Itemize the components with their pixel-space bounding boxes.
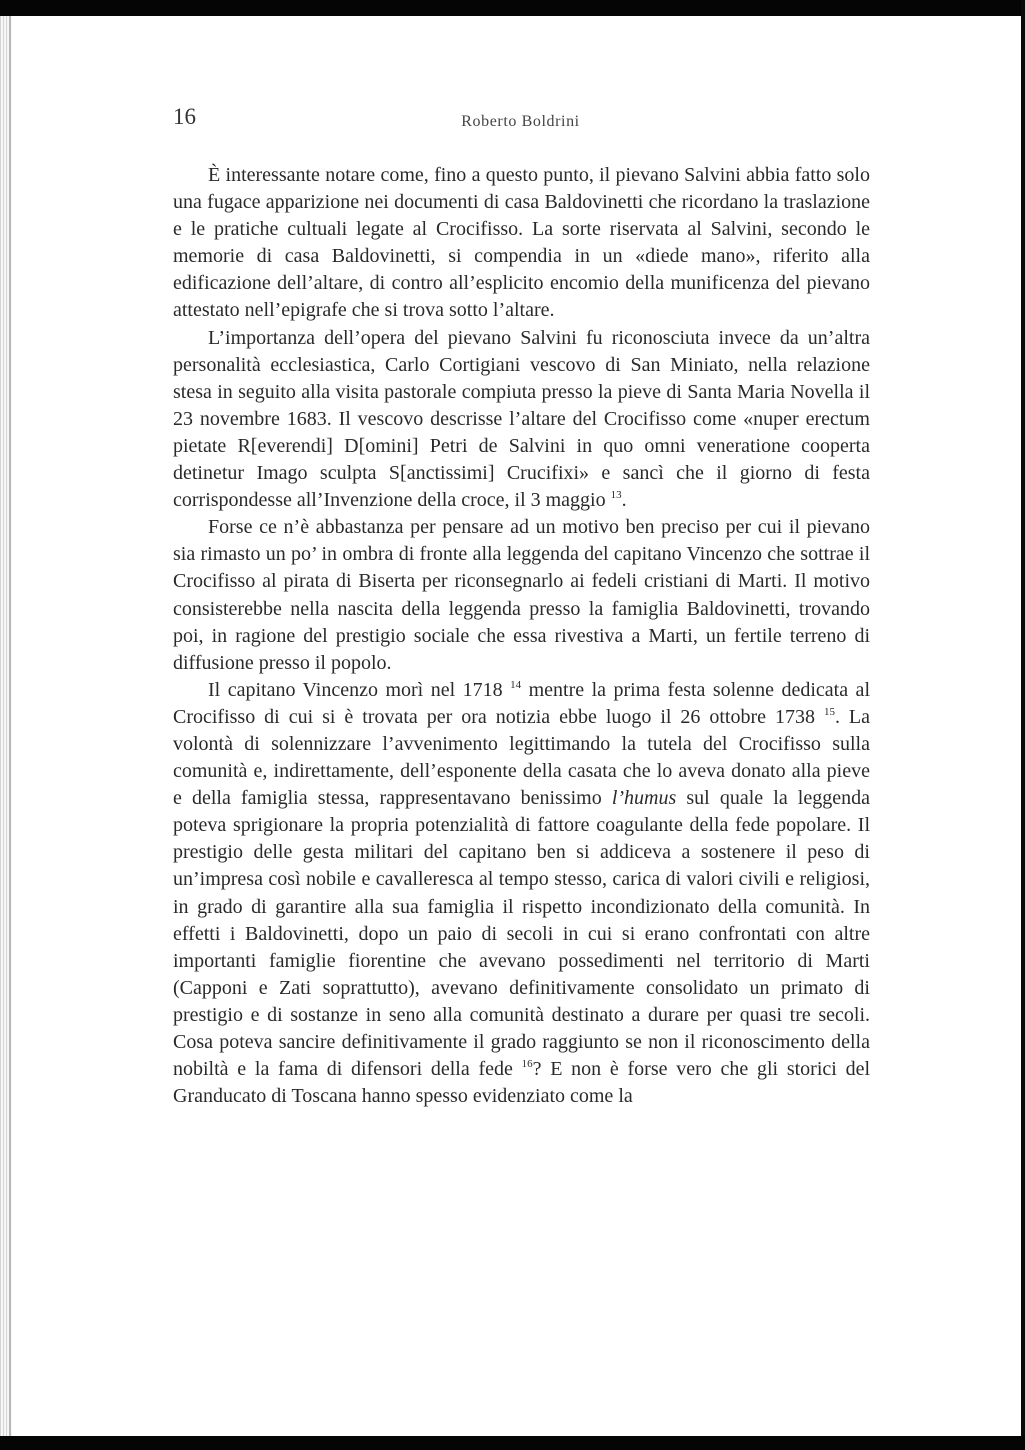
paragraph-4-part-5: ? E non è forse vero che gli storici del Granducato di Toscana hanno spesso evidenziato come la — [173, 1058, 870, 1108]
paragraph-2-text: L’importanza dell’opera del pievano Salvini fu riconosciuta invece da un’altra personalità ecclesiastica, Carlo Cortigiani vescovo di San Miniato, nella relazione stesa in seguito alla visita pastorale compiuta presso la pieve di Santa Maria Novella il 23 novembre 1683. Il vescovo descrisse l’altare del Crocifisso come «nuper erectum pietate R[everendi] D[omini] Petri de Salvini in quo omni veneratione cooperta detinetur Imago sculpta S[anctissimi] Crucifixi» e sancì che il giorno di festa corrispondesse all’Invenzione della croce, il 3 maggio — [173, 326, 870, 512]
paragraph-3: Forse ce n’è abbastanza per pensare ad un motivo ben preciso per cui il pievano sia rimasto un po’ in ombra di fronte alla leggenda del capitano Vincenzo che sottrae il Crocifisso al pirata di Biserta per riconsegnarlo ai fedeli cristiani di Marti. Il motivo consisterebbe nella nascita della leggenda presso la famiglia Baldovinetti, trovando poi, in ragione del prestigio sociale che essa rivestiva a Marti, un fertile terreno di diffusione presso il popolo. — [173, 516, 870, 674]
book-page-edges — [0, 16, 12, 1436]
paragraph-4-italic-humus: l’humus — [611, 787, 677, 810]
paragraph-2 — [173, 325, 870, 515]
running-head-author: Roberto Boldrini — [461, 113, 580, 130]
paragraph-4-part-3: . La volontà di solennizzare l’avvenimento legittimando la tutela del Crocifisso sulla comunità e, indirettamente, dell’esponente della casata che lo aveva donato alla pieve e della famiglia stessa, rappresentavano benissimo — [173, 705, 871, 810]
footnote-ref-15: 15 — [823, 705, 835, 718]
footnote-ref-13: 13 — [610, 489, 622, 502]
page-header — [173, 104, 868, 136]
paragraph-4-part-1: Il capitano Vincenzo morì nel 1718 — [208, 678, 503, 701]
paragraph-4-part-2: mentre la prima festa solenne dedicata al Crocifisso di cui si è trovata per ora notizia ebbe luogo il 26 ottobre 1738 — [173, 678, 870, 728]
footnote-ref-14: 14 — [510, 678, 522, 691]
body-text — [173, 162, 870, 1110]
paragraph-1: È interessante notare come, fino a questo punto, il pievano Salvini abbia fatto solo una fugace apparizione nei documenti di casa Baldovinetti che ricordano la traslazione e le pratiche cultuali legate al Crocifisso. La sorte riservata al Salvini, secondo le memorie di casa Baldovinetti, si compendia in un «diede mano», riferito alla edificazione dell’altare, di contro all’esplicito encomio della munificenza del pievano attestato nell’epigrafe che si trova sotto l’altare. — [173, 164, 870, 322]
page-number: 16 — [173, 104, 196, 129]
scan-border-top — [0, 0, 1025, 16]
scan-border-bottom — [0, 1436, 1025, 1450]
paragraph-4-part-4: sul quale la leggenda poteva sprigionare la propria potenzialità di fattore coagulante della fede popolare. Il prestigio delle gesta militari del capitano ben si addiceva a sostenere il peso di un’impresa così nobile e cavalleresca al tempo stesso, carica di valori civili e religiosi, in grado di garantire alla sua famiglia il rispetto incondizionato della comunità. In effetti i Baldovinetti, dopo un paio di secoli in cui si erano confrontati con altre importanti famiglie fiorentine che avevano possedimenti nel territorio di Marti (Capponi e Zati soprattutto), avevano definitivamente consolidato un primato di prestigio e di sostanze in seno alla comunità destinato a durare per quasi tre secoli. Cosa poteva sancire definitivamente il grado raggiunto se non il riconoscimento della nobiltà e la fama di difensori della fede — [173, 787, 870, 1081]
paragraph-2-end: . — [621, 489, 627, 512]
paragraph-4 — [173, 677, 870, 1111]
footnote-ref-16: 16 — [521, 1058, 533, 1071]
scan-border-right — [1021, 0, 1025, 1450]
